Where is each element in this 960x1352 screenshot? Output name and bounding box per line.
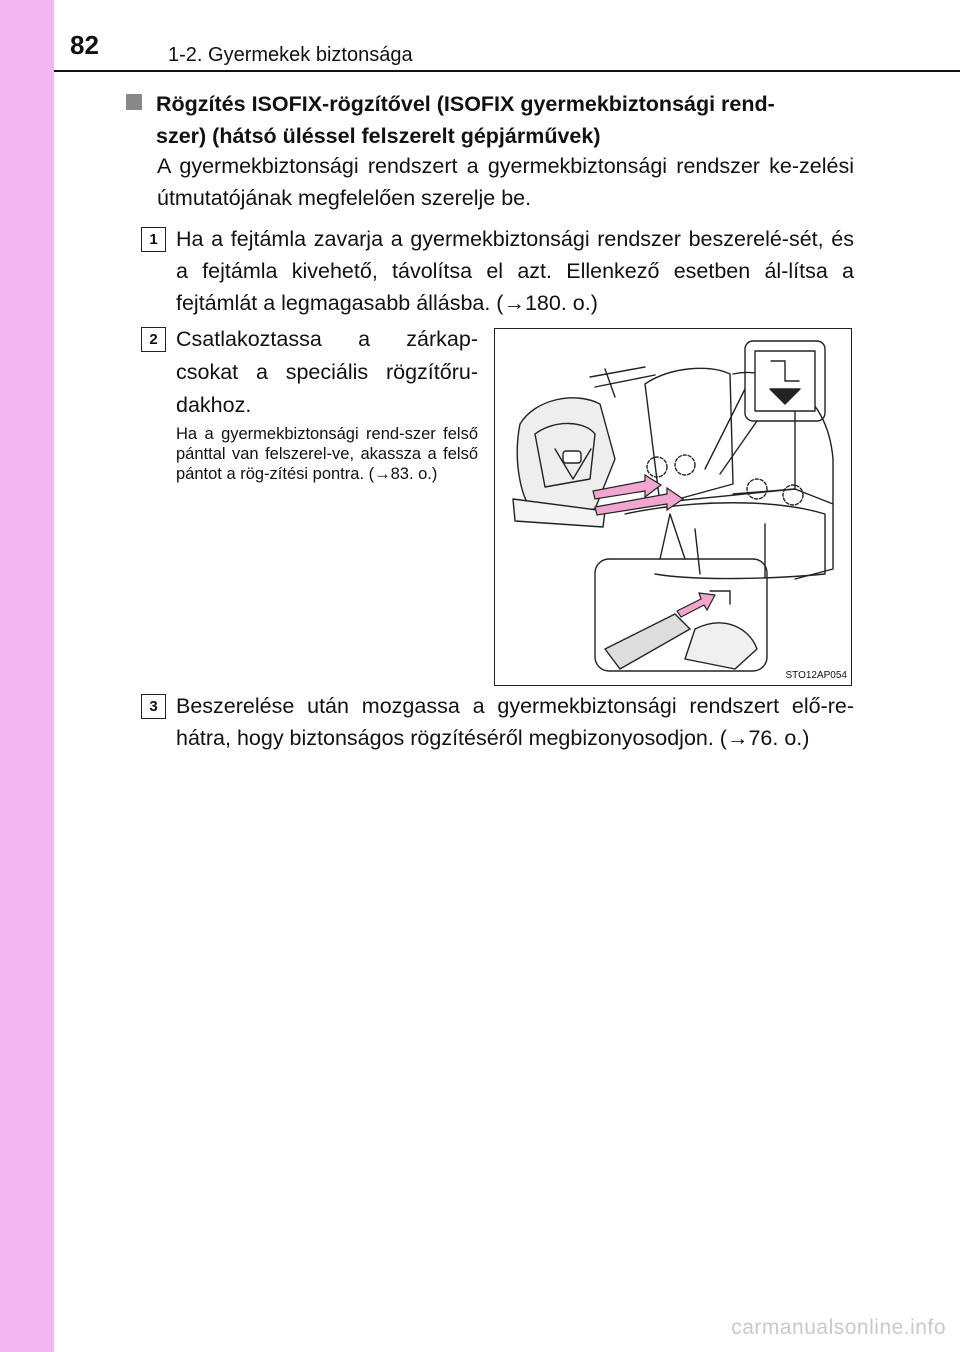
heading-line-1: Rögzítés ISOFIX-rögzítővel (ISOFIX gyermekbiztonsági rend-	[156, 92, 775, 116]
figure-code-label: STO12AP054	[785, 670, 847, 681]
step-3-text: Beszerelése után mozgassa a gyermekbiztonsági rendszert elő-re-hátra, hogy biztonságos rögzítéséről megbizonyosodjon. (→76. o.)	[176, 694, 854, 750]
heading-line-2: szer) (hátsó üléssel felszerelt gépjárművek)	[156, 124, 601, 148]
step-1-badge: 1	[141, 227, 166, 252]
page-header	[54, 0, 960, 72]
step-2-text: Csatlakoztassa a zárkap-csokat a speciális rögzítőru-dakhoz.	[176, 327, 478, 417]
watermark: carmanualsonline.info	[731, 1316, 946, 1339]
page-number: 82	[70, 30, 99, 60]
section-heading	[126, 88, 854, 152]
header-rule	[54, 70, 960, 72]
square-bullet-icon	[126, 94, 142, 110]
child-seat-drawing	[495, 329, 851, 685]
header-section-title: 1-2. Gyermekek biztonsága	[168, 44, 413, 66]
step-3-badge: 3	[141, 694, 166, 719]
step-1-text: Ha a fejtámla zavarja a gyermekbiztonsági rendszer beszerelé-sét, és a fejtámla kivehető, távolítsa el azt. Ellenkező esetben ál-lítsa a fejtámlát a legmagasabb állásba. (→180. o.)	[176, 227, 854, 315]
step-2-badge: 2	[141, 327, 166, 352]
step-2-note: Ha a gyermekbiztonsági rend-szer felső pánttal van felszerel-ve, akassza a felső pántot a rög-zítési pontra. (→83. o.)	[176, 425, 478, 483]
side-color-band	[0, 0, 54, 1352]
intro-paragraph: A gyermekbiztonsági rendszert a gyermekbiztonsági rendszer ke-zelési útmutatójának megfelelően szerelje be.	[157, 154, 854, 210]
isofix-illustration	[494, 328, 852, 686]
